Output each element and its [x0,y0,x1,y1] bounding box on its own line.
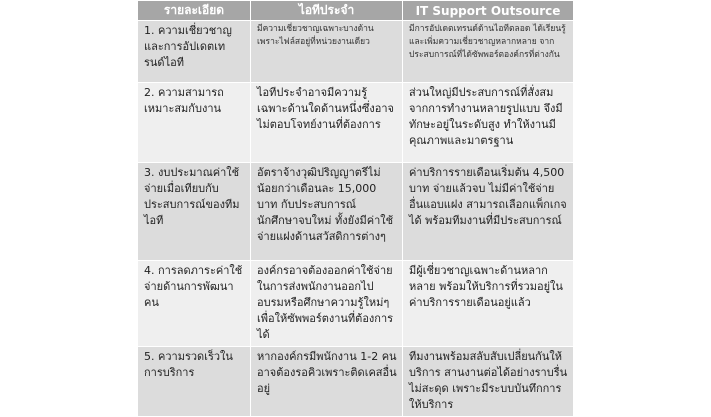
outsource-cell: ค่าบริการรายเดือนเริ่มต้น 4,500 บาท จ่ายแล้วจบ ไม่มีค่าใช้จ่ายอื่นแอบแฝง สามารถเลือกแพ็กเกจได้ พร้อมทีมงานที่มีประสบการณ์ [403,163,574,261]
outsource-cell: ทีมงานพร้อมสลับสับเปลี่ยนกันให้บริการ สานงานต่อได้อย่างราบรื่น ไม่สะดุด เพราะมีระบบบันทึกการให้บริการ [403,347,574,417]
inhouse-cell: มีความเชี่ยวชาญเฉพาะบางด้าน เพราะไฟล์สอยู่ที่หน่วยงานเดียว [251,21,403,83]
comparison-table-container [137,0,573,411]
table-row [138,347,574,417]
inhouse-cell: ไอทีประจำอาจมีความรู้เฉพาะด้านใดด้านหนึ่งซึ่งอาจไม่ตอบโจทย์งานที่ต้องการ [251,83,403,163]
inhouse-cell: องค์กรอาจต้องออกค่าใช้จ่ายในการส่งพนักงานออกไปอบรมหรือศึกษาความรู้ใหม่ๆ เพื่อให้ซัพพอร์ตงานที่ต้องการได้ [251,261,403,347]
outsource-cell: มีการอัปเดตเทรนด์ด้านไอทีตลอด ได้เรียนรู้และเพิ่มความเชี่ยวชาญหลากหลาย จากประสบการณ์ที่ได้ซัพพอร์ตองค์กรที่ต่างกัน [403,21,574,83]
table-row [138,83,574,163]
outsource-cell: มีผู้เชี่ยวชาญเฉพาะด้านหลากหลาย พร้อมให้บริการที่รวมอยู่ในค่าบริการรายเดือนอยู่แล้ว [403,261,574,347]
table-row [138,261,574,347]
table-row [138,21,574,83]
comparison-table [137,0,574,417]
header-details: รายละเอียด [138,1,251,21]
row-topic-cell: 5. ความรวดเร็วในการบริการ [138,347,251,417]
row-topic-cell: 2. ความสามารถเหมาะสมกับงาน [138,83,251,163]
header-it-support-outsource: IT Support Outsource [403,1,574,21]
table-header-row [138,1,574,21]
row-topic-cell: 3. งบประมาณค่าใช้จ่ายเมื่อเทียบกับประสบการณ์ของทีมไอที [138,163,251,261]
row-topic-cell: 4. การลดภาระค่าใช้จ่ายด้านการพัฒนาคน [138,261,251,347]
header-inhouse-it: ไอทีประจำ [251,1,403,21]
outsource-cell: ส่วนใหญ่มีประสบการณ์ที่สั่งสมจากการทำงานหลายรูปแบบ จึงมีทักษะอยู่ในระดับสูง ทำให้งานมีคุณภาพและมาตรฐาน [403,83,574,163]
inhouse-cell: อัตราจ้างวุฒิปริญญาตรีไม่น้อยกว่าเดือนละ 15,000 บาท กับประสบการณ์นักศึกษาจบใหม่ ทั้งยังมีค่าใช้จ่ายแฝงด้านสวัสดิการต่างๆ [251,163,403,261]
table-row [138,163,574,261]
row-topic-cell: 1. ความเชี่ยวชาญและการอัปเดตเทรนด์ไอที [138,21,251,83]
inhouse-cell: หากองค์กรมีพนักงาน 1-2 คน อาจต้องรอคิวเพราะติดเคสอื่นอยู่ [251,347,403,417]
